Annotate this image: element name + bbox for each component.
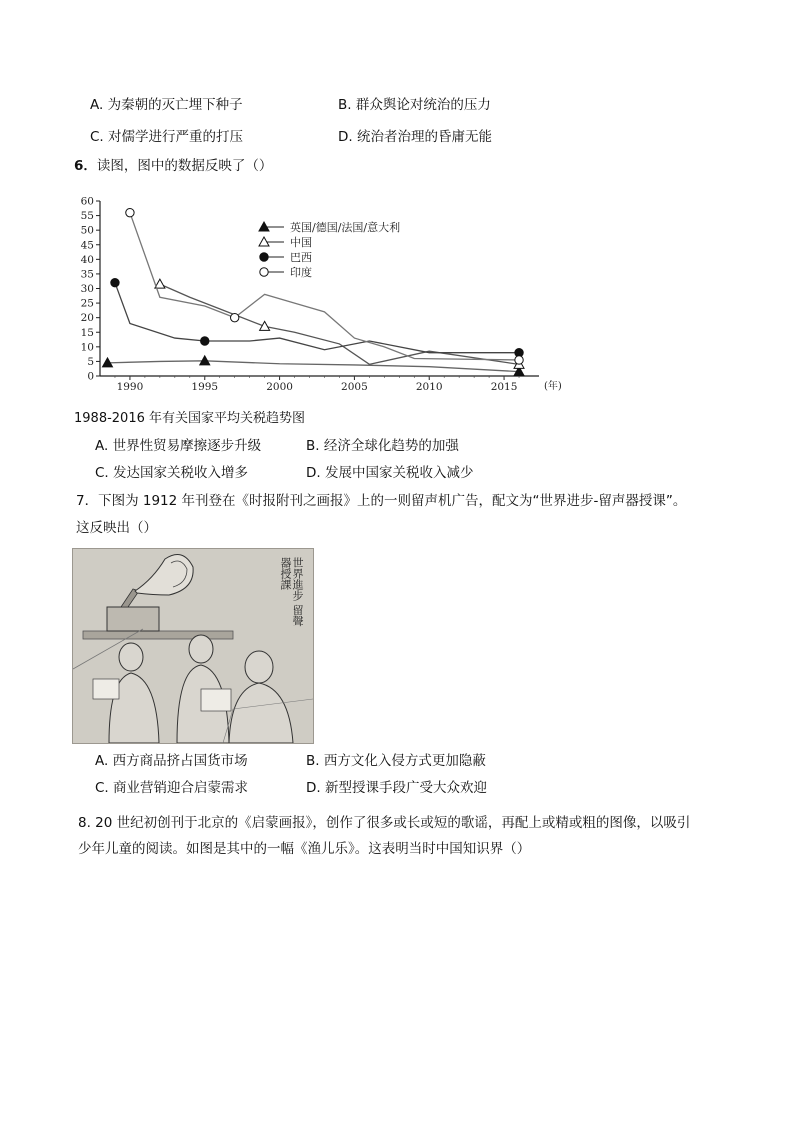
q6-option-d: D. 发展中国家关税收入减少 [306, 465, 474, 481]
series-1 [155, 279, 524, 368]
y-tick-label: 15 [80, 326, 94, 339]
q7-option-b: B. 西方文化入侵方式更加隐蔽 [306, 753, 486, 769]
y-ticks [81, 196, 100, 383]
legend-label: 印度 [290, 266, 312, 279]
y-tick-label: 5 [87, 355, 94, 368]
q5-option-b: B. 群众舆论对统治的压力 [338, 97, 491, 113]
x-ticks [115, 376, 519, 393]
x-tick-label: 2010 [415, 381, 443, 393]
series-line [130, 213, 519, 360]
q6-option-c: C. 发达国家关税收入增多 [95, 465, 249, 481]
series-line [115, 283, 519, 353]
series-line [107, 361, 519, 372]
q6-stem [74, 157, 272, 175]
x-tick-label: 2005 [341, 381, 368, 393]
legend-label: 英国/德国/法国/意大利 [290, 221, 401, 234]
y-tick-label: 10 [80, 341, 94, 354]
series-point [230, 313, 238, 321]
q6-option-b: B. 经济全球化趋势的加强 [306, 438, 459, 454]
x-unit-label: (年) [544, 381, 562, 392]
q7-option-a: A. 西方商品挤占国货市场 [95, 753, 248, 769]
series-point [515, 356, 523, 364]
chart-caption: 1988-2016 年有关国家平均关税趋势图 [74, 411, 305, 426]
q6-number: 6． [74, 158, 97, 174]
gramophone-advert-caption: 世界進步 留聲器授課 [279, 557, 304, 627]
q5-option-a: A. 为秦朝的灭亡埋下种子 [90, 97, 243, 113]
series-point [111, 278, 119, 286]
series-point [126, 208, 134, 216]
series-point [260, 321, 270, 330]
y-tick-label: 45 [80, 239, 94, 252]
x-tick-label: 1990 [116, 381, 144, 393]
x-tick-label: 1995 [191, 381, 219, 393]
y-tick-label: 60 [80, 195, 94, 208]
q6-option-a: A. 世界性贸易摩擦逐步升级 [95, 438, 262, 454]
y-tick-label: 35 [80, 268, 94, 281]
y-tick-label: 50 [80, 224, 94, 237]
q7-stem-line1: 7．下图为 1912 年刊登在《时报附刊之画报》上的一则留声机广告，配文为“世界进步-留声器授课”。 [76, 493, 687, 509]
q7-option-c: C. 商业营销迎合启蒙需求 [95, 780, 249, 796]
x-tick-label: 2000 [266, 381, 293, 393]
gramophone-illustration [73, 549, 313, 743]
y-tick-label: 25 [80, 297, 94, 310]
legend-marker [260, 268, 268, 276]
y-tick-label: 0 [87, 370, 94, 383]
chart-legend [259, 220, 400, 279]
q7-option-d: D. 新型授课手段广受大众欢迎 [306, 780, 487, 796]
legend-label: 巴西 [290, 251, 312, 264]
q8-stem-line1: 8. 20 世纪初创刊于北京的《启蒙画报》，创作了很多或长或短的歌谣，再配上或精或粗的图像，以吸引 [78, 815, 691, 831]
q5-option-c: C. 对儒学进行严重的打压 [90, 129, 244, 145]
q8-stem-line2: 少年儿童的阅读。如图是其中的一幅《渔儿乐》。这表明当时中国知识界（） [78, 841, 531, 857]
tariff-chart [74, 193, 574, 398]
x-tick-label: 2015 [490, 381, 518, 393]
y-tick-label: 20 [80, 312, 94, 325]
legend-label: 中国 [290, 236, 312, 249]
legend-marker [260, 253, 268, 261]
y-tick-label: 55 [80, 210, 94, 223]
gramophone-advert-image [72, 548, 314, 744]
series-point [201, 337, 209, 345]
q7-stem-line2: 这反映出（） [76, 520, 157, 536]
q5-option-d: D. 统治者治理的昏庸无能 [338, 129, 492, 145]
y-tick-label: 40 [80, 253, 94, 266]
q6-stem-text: 读图，图中的数据反映了（） [96, 158, 273, 174]
y-tick-label: 30 [80, 283, 94, 295]
